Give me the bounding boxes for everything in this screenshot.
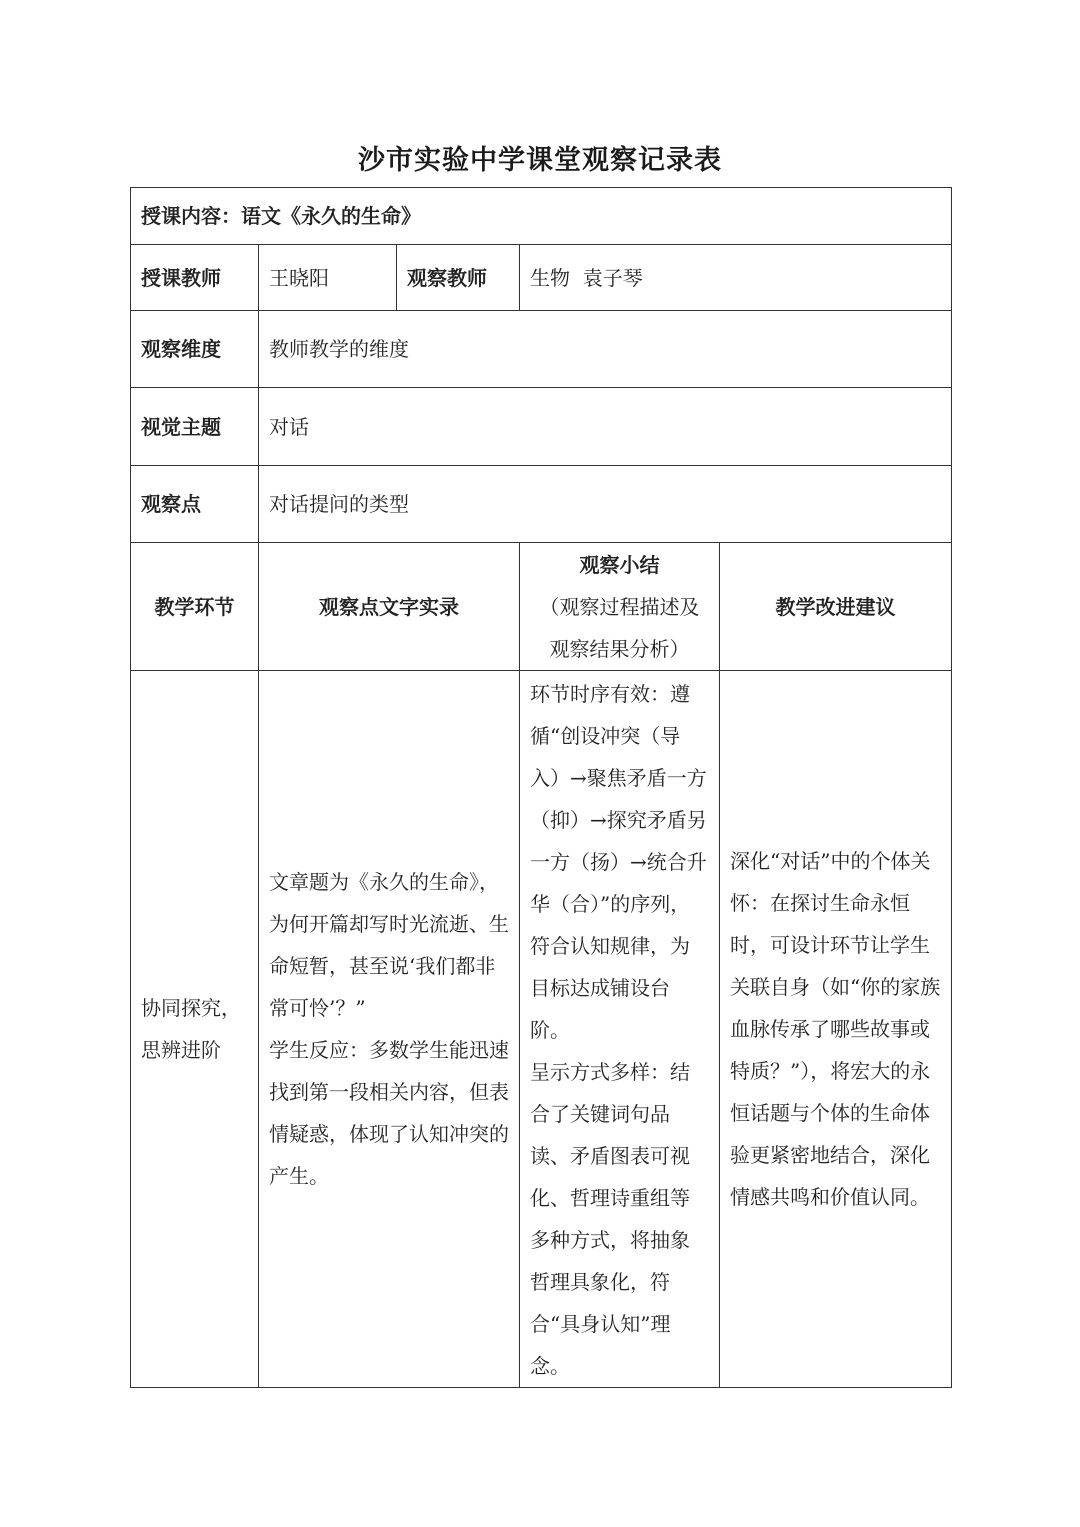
record-cell bbox=[259, 671, 520, 1388]
column-header-row bbox=[131, 543, 952, 671]
observation-point-label: 观察点 bbox=[131, 466, 259, 543]
theme-row bbox=[131, 388, 952, 466]
dimension-row bbox=[131, 311, 952, 388]
stage-cell: 协同探究，思辨进阶 bbox=[131, 671, 259, 1388]
observation-point-row bbox=[131, 466, 952, 543]
summary-text: 环节时序有效：遵循“创设冲突（导入）→聚焦矛盾一方（抑）→探究矛盾另一方（扬）→统合升华（合）”的序列，符合认知规律，为目标达成铺设台阶。 呈示方式多样：结合了关键词句品读、矛盾图表可视化、哲理诗重组等多种方式，将抽象哲理具象化，符合“具身认知”理念。 bbox=[530, 682, 707, 1378]
summary-header bbox=[520, 543, 720, 671]
observation-row bbox=[131, 671, 952, 1388]
stage-header: 教学环节 bbox=[131, 543, 259, 671]
record-text: 文章题为《永久的生命》，为何开篇却写时光流逝、生命短暂，甚至说‘我们都非常可怜’？” 学生反应：多数学生能迅速找到第一段相关内容，但表情疑惑，体现了认知冲突的产生。 bbox=[269, 870, 509, 1188]
teacher-value: 王晓阳 bbox=[259, 245, 397, 311]
theme-label: 视觉主题 bbox=[131, 388, 259, 466]
summary-header-title: 观察小结 bbox=[579, 552, 660, 577]
suggestion-cell bbox=[720, 671, 952, 1388]
observer-label: 观察教师 bbox=[397, 245, 520, 311]
observation-point-value: 对话提问的类型 bbox=[259, 466, 952, 543]
suggestion-text: 深化“对话”中的个体关怀：在探讨生命永恒时，可设计环节让学生关联自身（如“你的家族血脉传承了哪些故事或特质？”），将宏大的永恒话题与个体的生命体验更紧密地结合，深化情感共鸣和价值认同。 bbox=[730, 849, 941, 1209]
theme-value: 对话 bbox=[259, 388, 952, 466]
suggestion-header: 教学改进建议 bbox=[720, 543, 952, 671]
teacher-row bbox=[131, 245, 952, 311]
course-row bbox=[131, 188, 952, 245]
observation-record-table bbox=[130, 187, 952, 1388]
dimension-value: 教师教学的维度 bbox=[259, 311, 952, 388]
page-title: 沙市实验中学课堂观察记录表 bbox=[358, 145, 722, 176]
record-header: 观察点文字实录 bbox=[259, 543, 520, 671]
observer-value: 生物 袁子琴 bbox=[520, 245, 952, 311]
summary-header-subtitle: （观察过程描述及观察结果分析） bbox=[539, 594, 700, 661]
teacher-label: 授课教师 bbox=[131, 245, 259, 311]
course-cell: 授课内容：语文《永久的生命》 bbox=[131, 188, 952, 245]
dimension-label: 观察维度 bbox=[131, 311, 259, 388]
summary-cell bbox=[520, 671, 720, 1388]
